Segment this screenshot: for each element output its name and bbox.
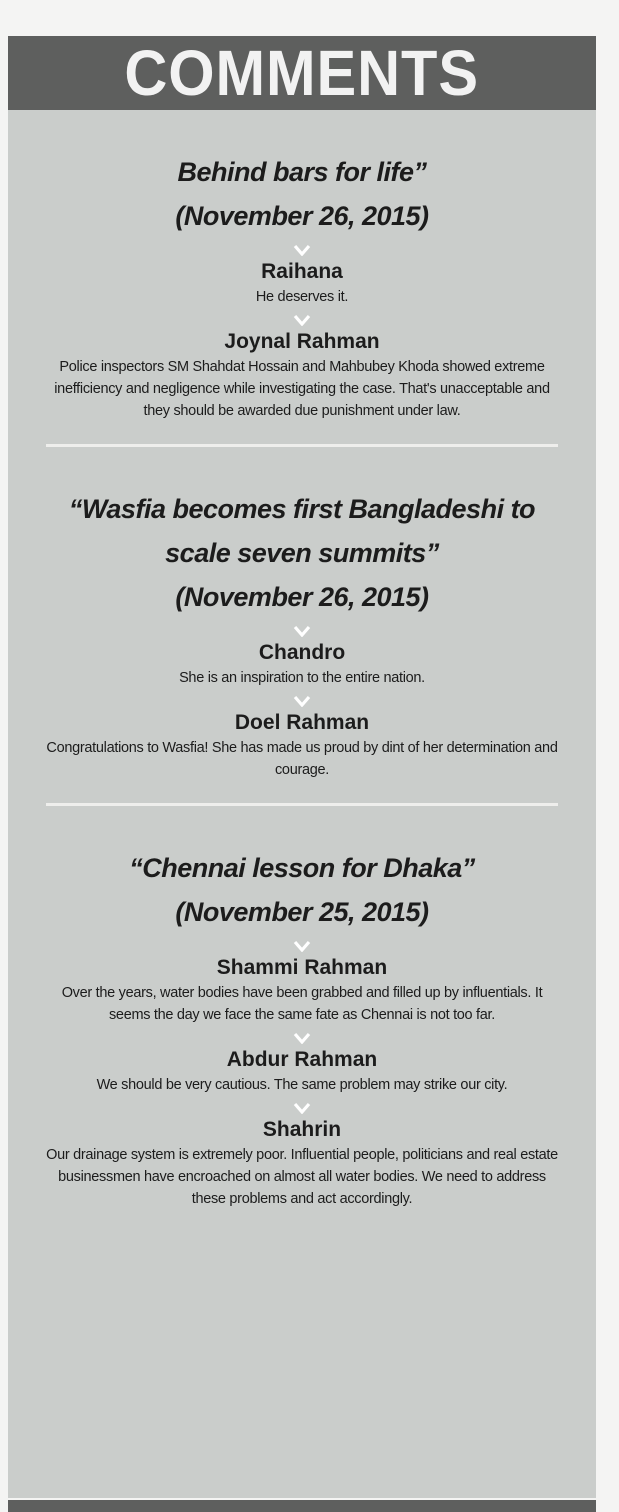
article-title: “Wasfia becomes first Bangladeshi to scale seven summits”: [68, 494, 536, 568]
comment-text: Congratulations to Wasfia! She has made us proud by dint of her determination and courage.: [46, 740, 558, 778]
comments-panel: [8, 36, 596, 1498]
chevron-down-icon: [293, 1102, 311, 1114]
chevron-down-icon: [293, 695, 311, 707]
chevron-down-icon: [293, 940, 311, 952]
comment-text: Our drainage system is extremely poor. Influential people, politicians and real estate businessmen have encroached on almost all water bodies. We need to address these problems and act accordingly.: [46, 1147, 558, 1207]
commenter-name: Shahrin: [262, 1118, 342, 1141]
commenter-name: Doel Rahman: [234, 711, 370, 734]
article-section: [46, 110, 558, 444]
commenter-name: Abdur Rahman: [226, 1048, 378, 1071]
comment-text: She is an inspiration to the entire nation.: [179, 670, 425, 686]
chevron-down-icon: [293, 625, 311, 637]
chevron-down-icon: [293, 314, 311, 326]
comment-text: Over the years, water bodies have been grabbed and filled up by influentials. It seems the day we face the same fate as Chennai is not too far.: [61, 985, 543, 1023]
footer-bar: [8, 1500, 596, 1512]
article-date: (November 26, 2015): [175, 201, 429, 231]
article-date: (November 26, 2015): [175, 582, 429, 612]
article-section: [46, 803, 558, 1210]
page-title: COMMENTS: [124, 37, 480, 109]
commenter-name: Joynal Rahman: [224, 330, 380, 353]
commenter-name: Shammi Rahman: [216, 956, 388, 979]
comments-header: [8, 36, 596, 110]
comment-text: We should be very cautious. The same problem may strike our city.: [96, 1077, 508, 1093]
article-date: (November 25, 2015): [175, 897, 429, 927]
article-title: Behind bars for life”: [177, 157, 427, 187]
chevron-down-icon: [293, 1032, 311, 1044]
chevron-down-icon: [293, 244, 311, 256]
article-section: [46, 444, 558, 803]
article-title: “Chennai lesson for Dhaka”: [129, 853, 475, 883]
commenter-name: Chandro: [258, 641, 346, 664]
comment-text: Police inspectors SM Shahdat Hossain and Mahbubey Khoda showed extreme inefficiency and negligence while investigating the case. That's unacceptable and they should be awarded due punishment under law.: [54, 359, 550, 419]
comment-text: He deserves it.: [255, 289, 349, 305]
comments-content: [8, 110, 596, 1210]
commenter-name: Raihana: [261, 260, 343, 283]
